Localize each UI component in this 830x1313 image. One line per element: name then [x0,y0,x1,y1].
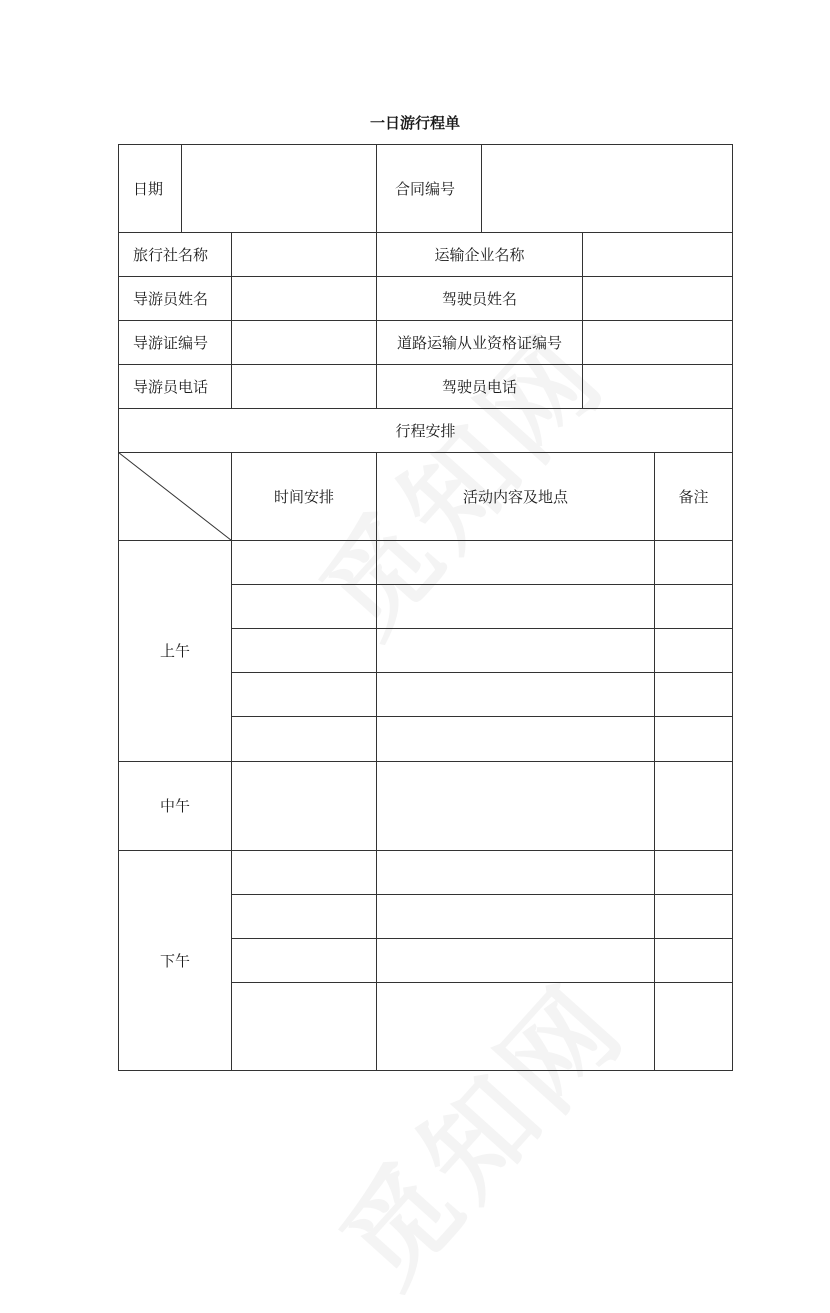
page-title: 一日游行程单 [369,114,460,132]
rule [231,672,733,673]
guide-name-label: 导游员姓名 [133,289,209,308]
transport-company-field[interactable] [583,233,732,276]
rule [231,584,733,585]
col-time-header: 时间安排 [273,487,334,506]
schedule-section-title: 行程安排 [395,421,456,440]
guide-cert-field[interactable] [232,321,376,364]
schedule-cell[interactable] [655,541,732,584]
road-cert-field[interactable] [583,321,732,364]
date-field[interactable] [182,145,376,232]
guide-name-field[interactable] [232,277,376,320]
guide-cert-label: 导游证编号 [133,333,209,352]
morning-label: 上午 [159,642,190,660]
col-remark-header: 备注 [678,487,709,506]
schedule-cell[interactable] [377,983,654,1070]
date-label: 日期 [133,179,164,198]
rule [118,1070,733,1071]
schedule-cell[interactable] [377,541,654,584]
schedule-cell[interactable] [377,762,654,850]
schedule-cell[interactable] [232,762,376,850]
schedule-cell[interactable] [655,983,732,1070]
schedule-cell[interactable] [232,541,376,584]
guide-phone-field[interactable] [232,365,376,408]
driver-name-field[interactable] [583,277,732,320]
agency-name-label: 旅行社名称 [133,245,209,264]
transport-company-label: 运输企业名称 [434,245,525,264]
contract-number-field[interactable] [482,145,732,232]
contract-number-label: 合同编号 [395,179,456,198]
rule [231,894,733,895]
col-activity-header: 活动内容及地点 [462,487,568,506]
rule [231,938,733,939]
guide-phone-label: 导游员电话 [133,377,209,396]
rule [231,628,733,629]
rule [231,716,733,717]
road-cert-label: 道路运输从业资格证编号 [396,333,562,352]
diagonal-header-line [118,452,232,541]
schedule-cell[interactable] [655,762,732,850]
schedule-cell[interactable] [232,983,376,1070]
rule [732,144,733,1071]
driver-name-label: 驾驶员姓名 [441,289,517,308]
noon-label: 中午 [159,797,190,815]
driver-phone-field[interactable] [583,365,732,408]
driver-phone-label: 驾驶员电话 [441,377,517,396]
afternoon-label: 下午 [159,951,190,970]
agency-name-field[interactable] [232,233,376,276]
